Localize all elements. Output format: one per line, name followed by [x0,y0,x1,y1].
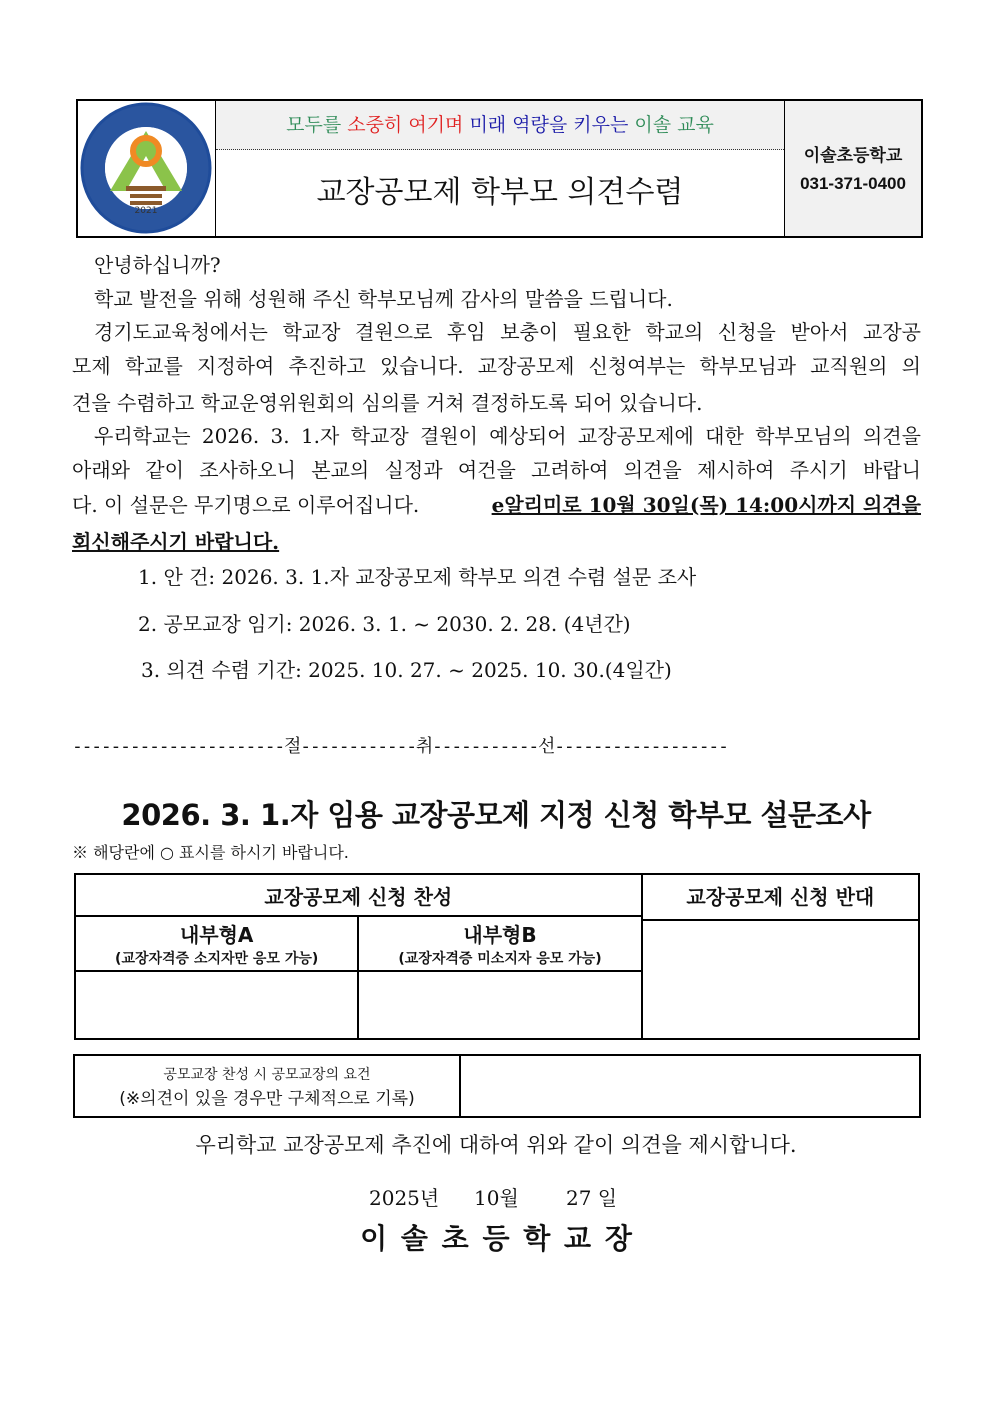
paragraph-line [72,491,921,519]
greeting: 안녕하십니까? [94,253,221,277]
school-logo [78,101,216,236]
paragraph-line: 우리학교는 2026. 3. 1.자 학교장 결원이 예상되어 교장공모제에 대한 학부모님의 의견을 [94,424,921,448]
survey-table [74,873,920,1040]
thanks-text: 학교 발전을 위해 성원해 주신 학부모님께 감사의 말씀을 드립니다. [94,287,673,311]
paragraph-line: 모제 학교를 지정하여 추진하고 있습니다. 교장공모제 신청여부는 학부모님과 교직원의 의 [72,354,921,378]
school-name: 이솔초등학교 [803,146,903,165]
agree-header: 교장공모제 신청 찬성 [75,874,642,916]
type-a-header [75,916,358,971]
slogan-part: 이솔 교육 [634,114,714,136]
type-a-desc: (교장자격증 소지자만 응모 가능) [115,951,319,967]
header-box [76,99,923,238]
paragraph-line: 견을 수렴하고 학교운영위원회의 심의를 거쳐 결정하도록 되어 있습니다. [72,391,703,415]
requirements-table [73,1054,921,1118]
closing-statement: 우리학교 교장공모제 추진에 대하여 위와 같이 의견을 제시합니다. [195,1133,797,1157]
info-item: 1. 안 건: 2026. 3. 1.자 교장공모제 학부모 의견 수렴 설문 조사 [138,565,697,589]
cut-right: -----------선------------------ [432,736,728,757]
info-item: 2. 공모교장 임기: 2026. 3. 1. ~ 2030. 2. 28. (4년간) [138,612,631,636]
deadline-emphasis: 회신해주시기 바랍니다. [72,530,280,554]
type-b-answer-cell[interactable] [358,971,641,1039]
disagree-header: 교장공모제 신청 반대 [686,885,875,909]
deadline-emphasis: e알리미로 10월 30일(목) 14:00시까지 의견을 [491,493,921,517]
date-month: 10월 [474,1186,519,1210]
date-day: 27 일 [566,1186,618,1210]
slogan-part: 모두를 [286,114,342,136]
info-item: 3. 의견 수렴 기간: 2025. 10. 27. ~ 2025. 10. 30.(4일간) [141,658,672,682]
signature: 이 솔 초 등 학 교 장 [360,1222,632,1255]
logo-year: 2021 [134,206,158,216]
cut-line [72,732,728,758]
paragraph-text: 다. 이 설문은 무기명으로 이루어집니다. [72,493,420,517]
cut-left: ----------------------절 [72,736,301,757]
document-title: 교장공모제 학부모 의견수렴 [316,175,684,210]
paragraph-line: 경기도교육청에서는 학교장 결원으로 후임 보충이 필요한 학교의 신청을 받아서 교장공 [94,320,921,344]
disagree-cell[interactable] [642,874,919,1039]
slogan-part: 소중히 여기며 [347,114,464,136]
date-year: 2025년 [369,1186,440,1210]
type-b-desc: (교장자격증 미소지자 응모 가능) [398,951,602,967]
requirements-input-cell[interactable] [460,1055,920,1117]
school-slogan [216,101,784,150]
type-b-header [358,916,641,971]
school-phone: 031-371-0400 [800,174,906,193]
survey-note: ※ 해당란에 ○ 표시를 하시기 바랍니다. [72,843,349,862]
header-title-cell [216,101,785,236]
req-label-2: (※의견이 있을 경우만 구체적으로 기록) [119,1088,415,1109]
survey-title: 2026. 3. 1.자 임용 교장공모제 지정 신청 학부모 설문조사 [121,798,871,832]
req-label-1: 공모교장 찬성 시 공모교장의 요건 [163,1066,371,1083]
type-a-label: 내부형A [179,923,254,947]
requirements-label [74,1055,460,1117]
cut-mid: ------------취 [300,736,433,757]
type-b-label: 내부형B [463,923,537,947]
school-info-cell [785,101,921,236]
slogan-part: 미래 역량을 키우는 [469,114,629,136]
type-a-answer-cell[interactable] [75,971,358,1039]
paragraph-line: 아래와 같이 조사하오니 본교의 실정과 여건을 고려하여 의견을 제시하여 주시기 바랍니 [72,458,921,482]
